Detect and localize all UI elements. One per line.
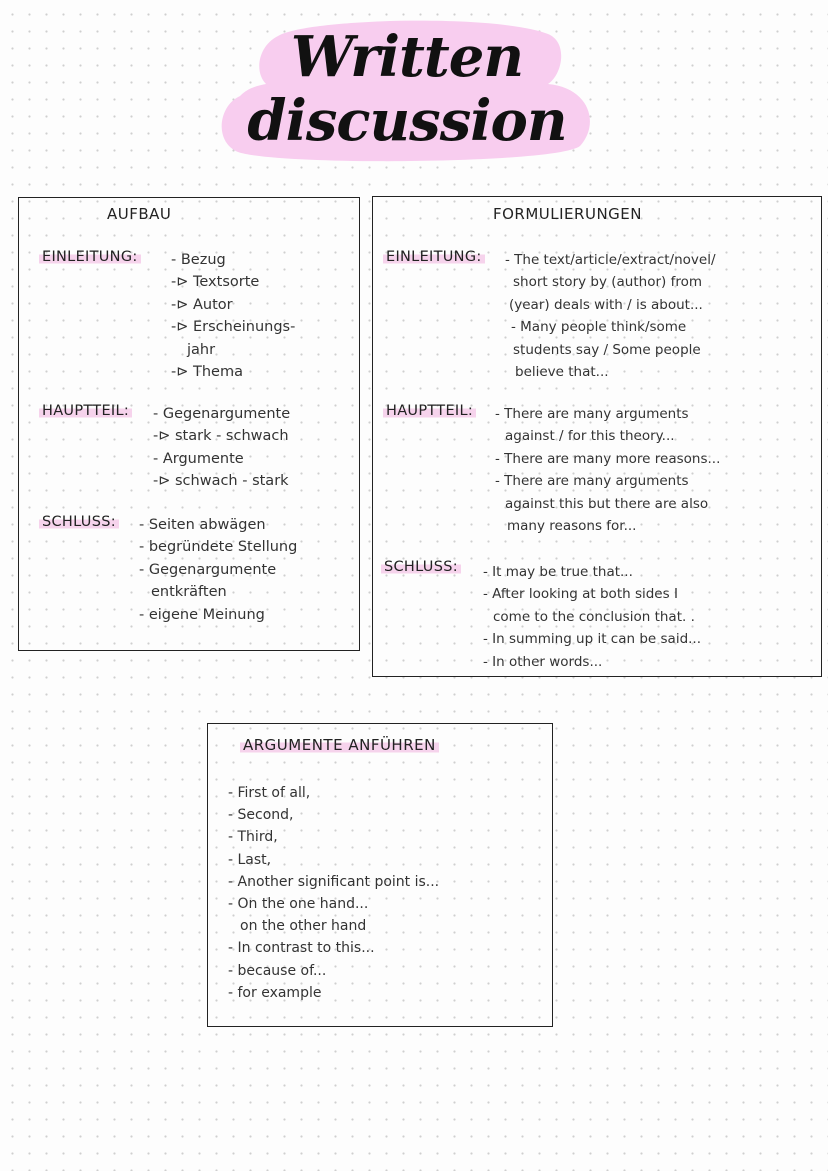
list-item: - In contrast to this... <box>228 940 375 957</box>
aufbau-schluss-list <box>139 514 297 626</box>
list-item: students say / Some people <box>513 341 701 358</box>
list-item: - for example <box>228 984 322 1001</box>
list-item: against this but there are also <box>505 495 709 512</box>
list-item: short story by (author) from <box>513 274 702 291</box>
argumente-heading-text: ARGUMENTE ANFÜHREN <box>240 736 439 754</box>
aufbau-heading: AUFBAU <box>107 205 172 223</box>
argumente-box <box>207 723 553 1027</box>
form-schluss-label <box>381 559 461 575</box>
aufbau-schluss-label-text: SCHLUSS: <box>39 514 119 530</box>
form-schluss-label-text: SCHLUSS: <box>381 559 461 575</box>
list-item: - It may be true that... <box>483 564 633 580</box>
aufbau-box <box>18 197 360 651</box>
page-title <box>218 14 596 164</box>
title-line-2: discussion <box>247 88 567 154</box>
list-item: - There are many more reasons... <box>495 450 721 467</box>
list-item: on the other hand <box>240 918 367 935</box>
form-einleitung-label <box>383 249 485 265</box>
list-item: believe that... <box>515 363 609 380</box>
list-item: - Many people think/some <box>511 319 687 336</box>
list-item: - Seiten abwägen <box>139 517 266 533</box>
argumente-heading <box>240 736 439 754</box>
list-item: -⊳ Erscheinungs- <box>171 319 296 336</box>
list-item: - Third, <box>228 829 278 846</box>
form-hauptteil-label <box>383 403 476 419</box>
form-schluss-list <box>483 561 701 673</box>
form-hauptteil-label-text: HAUPTTEIL: <box>383 403 476 419</box>
aufbau-hauptteil-label <box>39 403 132 419</box>
list-item: -⊳ Autor <box>171 296 233 313</box>
list-item: - Gegenargumente <box>153 406 291 422</box>
list-item: -⊳ Textsorte <box>171 274 260 291</box>
list-item: - On the one hand... <box>228 895 369 912</box>
argumente-list <box>228 782 439 1004</box>
list-item: - First of all, <box>228 785 311 801</box>
formulierungen-box <box>372 196 822 677</box>
list-item: entkräften <box>151 584 227 601</box>
list-item: - Argumente <box>153 450 244 467</box>
aufbau-hauptteil-list <box>153 403 290 493</box>
list-item: - In other words... <box>483 653 603 670</box>
list-item: come to the conclusion that. . <box>493 608 695 625</box>
formulierungen-heading: FORMULIERUNGEN <box>493 205 642 223</box>
list-item: - The text/article/extract/novel/ <box>505 252 716 268</box>
list-item: - In summing up it can be said... <box>483 631 702 648</box>
list-item: -⊳ stark - schwach <box>153 428 289 445</box>
aufbau-hauptteil-label-text: HAUPTTEIL: <box>39 403 132 419</box>
aufbau-einleitung-list <box>171 249 295 383</box>
list-item: -⊳ schwach - stark <box>153 473 289 490</box>
list-item: - After looking at both sides I <box>483 586 678 603</box>
list-item: jahr <box>187 341 216 358</box>
form-hauptteil-list <box>495 403 720 537</box>
list-item: - Bezug <box>171 252 226 268</box>
form-einleitung-label-text: EINLEITUNG: <box>383 249 485 265</box>
list-item: - because of... <box>228 962 327 979</box>
list-item: - There are many arguments <box>495 406 689 422</box>
list-item: - eigene Meinung <box>139 606 265 623</box>
list-item: (year) deals with / is about... <box>509 296 703 313</box>
list-item: - Gegenargumente <box>139 561 277 578</box>
title-line-1: Written <box>290 24 524 90</box>
list-item: - begründete Stellung <box>139 539 298 556</box>
list-item: - Second, <box>228 807 294 824</box>
aufbau-einleitung-label-text: EINLEITUNG: <box>39 249 141 265</box>
list-item: - Another significant point is... <box>228 873 440 890</box>
aufbau-schluss-label <box>39 514 119 530</box>
list-item: - There are many arguments <box>495 473 689 490</box>
list-item: against / for this theory... <box>505 428 675 445</box>
list-item: -⊳ Thema <box>171 363 243 380</box>
aufbau-einleitung-label <box>39 249 141 265</box>
list-item: - Last, <box>228 851 272 868</box>
list-item: many reasons for... <box>507 517 637 534</box>
form-einleitung-list <box>505 249 716 383</box>
